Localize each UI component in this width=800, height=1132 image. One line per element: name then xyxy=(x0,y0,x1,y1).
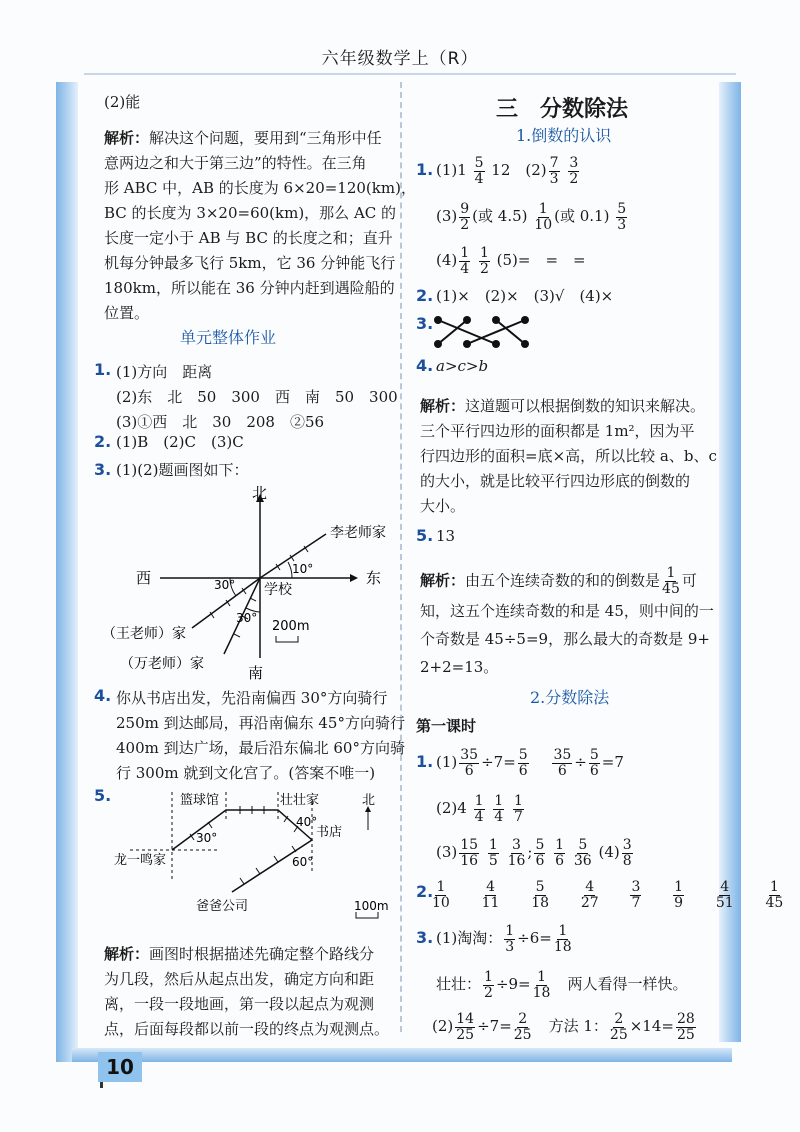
s1-text: =7 xyxy=(601,753,624,771)
fraction: $\frac{1}{3}$ xyxy=(505,922,515,955)
fraction: $\frac{5}{6}$ xyxy=(518,746,528,779)
q4-answer xyxy=(116,686,405,786)
fraction: $\frac{1}{45}$ xyxy=(765,878,784,911)
matching-dots xyxy=(434,316,529,348)
fraction: $\frac{1}{7}$ xyxy=(513,792,523,825)
fraction: $\frac{1}{6}$ xyxy=(555,836,565,869)
store-label: 书店 xyxy=(316,825,343,840)
company-label: 爸爸公司 xyxy=(196,899,249,914)
q1-line: (1)方向 距离 xyxy=(116,363,213,381)
s3-line-3 xyxy=(432,1006,698,1046)
angle-label-2: 40° xyxy=(296,815,318,829)
fraction: $\frac{9}{2}$ xyxy=(460,200,470,233)
analysis-line: 三个平行四边形的面积都是 1m²，因为平 xyxy=(420,422,695,440)
analysis-line: 这道题可以根据倒数的知识来解决。 xyxy=(465,397,706,415)
analysis-line: 行四边形的面积=底×高，所以比较 a、b、c xyxy=(420,447,717,465)
section-2-title: 2.分数除法 xyxy=(530,688,610,707)
direction-diagram-1 xyxy=(100,482,400,682)
fraction: $\frac{35}{6}$ xyxy=(460,746,479,779)
fraction: $\frac{5}{6}$ xyxy=(589,746,599,779)
s1-text: ÷7= xyxy=(481,753,516,771)
q1-answers xyxy=(116,360,398,435)
analysis-line: 长度一定小于 AB 与 BC 的长度之和；直升 xyxy=(104,229,393,247)
analysis-line: 离，一段一段地画，第一段以起点为观测 xyxy=(104,995,375,1013)
analysis-label: 解析： xyxy=(104,129,150,147)
matching-diagram xyxy=(432,312,552,352)
item-2-answer: (2)能 xyxy=(104,93,141,111)
q4-line: 250m 到达邮局，再沿南偏东 45°方向骑行 xyxy=(116,714,405,732)
fraction: $\frac{1}{5}$ xyxy=(488,836,498,869)
s3-text: (1)淘淘： xyxy=(436,929,503,947)
wang-home-label: （王老师）家 xyxy=(102,626,186,642)
fraction: $\frac{1}{4}$ xyxy=(460,244,470,277)
analysis-line: 位置。 xyxy=(104,304,150,322)
page-number: 10 xyxy=(98,1052,142,1082)
fraction: $\frac{35}{6}$ xyxy=(553,746,572,779)
r3-number: 3. xyxy=(416,314,434,333)
analysis-line: 形 ABC 中，AB 的长度为 6×20=120(km)， xyxy=(104,179,416,197)
fraction: $\frac{3}{8}$ xyxy=(622,836,632,869)
analysis-line: 点，后面每段都以前一段的终点为观测点。 xyxy=(104,1020,390,1038)
r5-answer: 13 xyxy=(436,527,456,545)
zz-home-label: 壮壮家 xyxy=(280,793,320,808)
scale-label: 200m xyxy=(272,619,310,634)
analysis-line: 2+2=13。 xyxy=(420,658,499,676)
fraction: $\frac{28}{25}$ xyxy=(676,1010,695,1043)
lesson-title: 第一课时 xyxy=(416,717,477,735)
s1-line-3 xyxy=(436,832,635,872)
s3-text: ×14= xyxy=(629,1017,674,1035)
north-label: 北 xyxy=(362,793,376,808)
r1-text: (4) xyxy=(436,251,458,269)
chapter-title: 三 分数除法 xyxy=(496,97,629,122)
header-rule xyxy=(84,73,736,75)
q1-number: 1. xyxy=(94,360,112,379)
s1-line-2 xyxy=(436,788,526,828)
analysis-label: 解析： xyxy=(420,397,466,415)
fraction: $\frac{1}{45}$ xyxy=(662,565,680,597)
s1-text: ÷ xyxy=(574,753,587,771)
fraction: $\frac{1}{9}$ xyxy=(674,878,684,911)
r4-answer: a>c>b xyxy=(436,357,489,375)
q5-number: 5. xyxy=(94,786,112,805)
r4-number: 4. xyxy=(416,356,434,375)
fraction: $\frac{5}{6}$ xyxy=(535,836,545,869)
s3-text: ÷9= xyxy=(495,975,531,993)
angle-label-1: 30° xyxy=(196,831,218,845)
s3-text: (2) xyxy=(432,1017,454,1035)
fraction: $\frac{3}{2}$ xyxy=(569,154,579,187)
q2-answers: (1)B (2)C (3)C xyxy=(116,433,244,451)
analysis-4 xyxy=(420,566,714,681)
r1-number: 1. xyxy=(416,160,434,179)
analysis-line: 画图时根据描述先确定整个路线分 xyxy=(149,945,375,963)
matching-lines xyxy=(438,320,525,344)
analysis-label: 解析： xyxy=(104,945,150,963)
s1-text: (1) xyxy=(436,753,458,771)
analysis-line: 个奇数是 45÷5=9，那么最大的奇数是 9+ xyxy=(420,630,710,648)
left-margin-strip xyxy=(56,82,78,1062)
route-diagram xyxy=(100,782,400,922)
q2-number: 2. xyxy=(94,432,112,451)
s3-text: 方法 1： xyxy=(533,1017,608,1035)
fraction: $\frac{15}{16}$ xyxy=(460,836,479,869)
q4-line: 400m 到达广场，最后沿东偏北 60°方向骑 xyxy=(116,739,405,757)
q4-line: 你从书店出发，先沿南偏西 30°方向骑行 xyxy=(116,689,388,707)
analysis-line: 大小。 xyxy=(420,497,466,515)
fraction: $\frac{1}{10}$ xyxy=(432,878,450,911)
angle-label-1: 30° xyxy=(214,578,236,592)
analysis-line: 解决这个问题，要用到“三角形中任 xyxy=(149,129,382,147)
route-path xyxy=(172,810,312,892)
fraction: $\frac{1}{18}$ xyxy=(532,968,551,1001)
analysis-line: 180km，所以能在 36 分钟内赶到遇险船的 xyxy=(104,279,395,297)
s3-text: 壮壮： xyxy=(436,975,482,993)
fraction: $\frac{1}{18}$ xyxy=(553,922,572,955)
angle-label-3: 30° xyxy=(236,611,258,625)
south-label: 南 xyxy=(248,664,264,682)
analysis-line: 的大小，就是比较平行四边形底的倒数的 xyxy=(420,472,691,490)
s3-number: 3. xyxy=(416,928,434,947)
fraction: $\frac{3}{16}$ xyxy=(507,836,526,869)
r2-answers: (1)× (2)× (3)√ (4)× xyxy=(436,287,614,305)
s3-line-2 xyxy=(436,964,687,1004)
r1-line-3 xyxy=(436,240,586,280)
wan-home-label: （万老师）家 xyxy=(120,656,204,672)
fraction: $\frac{1}{2}$ xyxy=(484,968,493,1001)
s3-text: ÷6= xyxy=(517,929,552,947)
fraction: $\frac{2}{25}$ xyxy=(609,1010,628,1043)
r1-line-2 xyxy=(436,196,629,236)
analysis-line: 由五个连续奇数的和的倒数是 xyxy=(465,571,661,590)
analysis-3 xyxy=(420,394,717,519)
analysis-line: 知，这五个连续奇数的和是 45，则中间的一 xyxy=(420,602,714,620)
fraction: $\frac{14}{25}$ xyxy=(456,1010,475,1043)
school-label: 学校 xyxy=(264,582,292,598)
east-arrow xyxy=(350,574,358,582)
analysis-line: 意两边之和大于第三边”的特性。在三角 xyxy=(104,154,367,172)
angle-label-2: 10° xyxy=(292,562,314,576)
fraction: $\frac{1}{4}$ xyxy=(494,792,504,825)
route-ticks xyxy=(190,806,298,884)
analysis-1 xyxy=(104,126,416,326)
s3-text: ÷7= xyxy=(477,1017,512,1035)
north-label: 北 xyxy=(252,484,268,502)
fraction: $\frac{4}{27}$ xyxy=(580,878,599,911)
analysis-line: BC 的长度为 3×20=60(km)，那么 AC 的 xyxy=(104,204,397,222)
r1-text: (1)1 xyxy=(436,161,467,179)
s1-text: ; xyxy=(527,843,533,861)
s3-line-1 xyxy=(436,918,574,958)
r1-text: (3) xyxy=(436,207,458,225)
fraction: $\frac{1}{4}$ xyxy=(474,792,484,825)
analysis-line: 可 xyxy=(681,571,697,590)
fraction: $\frac{3}{7}$ xyxy=(631,878,641,911)
r5-number: 5. xyxy=(416,526,434,545)
analysis-line: 为几段，然后从起点出发，确定方向和距 xyxy=(104,970,375,988)
scale-bar xyxy=(276,636,298,642)
section-1-title: 1.倒数的认识 xyxy=(516,126,612,145)
bottom-strip xyxy=(72,1048,732,1062)
east-label: 东 xyxy=(366,569,382,587)
s1-text: (3) xyxy=(436,843,458,861)
analysis-label: 解析： xyxy=(420,571,466,590)
analysis-line: 机每分钟最多飞行 5km，它 36 分钟能飞行 xyxy=(104,254,396,272)
r1-line-1 xyxy=(436,150,581,190)
q4-line: 行 300m 就到文化宫了。(答案不唯一) xyxy=(116,764,376,782)
r1-text: (或 4.5) xyxy=(472,207,528,225)
fraction: $\frac{4}{51}$ xyxy=(715,878,734,911)
fraction: $\frac{5}{18}$ xyxy=(531,878,550,911)
analysis-2 xyxy=(104,942,389,1042)
angle-label-3: 60° xyxy=(292,855,314,869)
fraction: $\frac{4}{11}$ xyxy=(481,878,500,911)
unit-title: 单元整体作业 xyxy=(180,328,277,347)
fraction: $\frac{1}{2}$ xyxy=(479,244,489,277)
r1-text: 12 (2) xyxy=(491,161,547,179)
fraction: $\frac{5}{36}$ xyxy=(573,836,592,869)
q1-line: (3)①西 北 30 208 ②56 xyxy=(116,413,325,431)
li-home-label: 李老师家 xyxy=(330,525,386,541)
s1-number: 1. xyxy=(416,752,434,771)
fraction: $\frac{5}{4}$ xyxy=(474,154,484,187)
s1-text: (2)4 xyxy=(436,799,467,817)
s1-text: (4) xyxy=(598,843,620,861)
s1-line-1 xyxy=(436,742,624,782)
fraction: $\frac{5}{3}$ xyxy=(617,200,627,233)
r2-number: 2. xyxy=(416,286,434,305)
page-header: 六年级数学上（R） xyxy=(321,49,479,69)
q4-number: 4. xyxy=(94,686,112,705)
long-home-label: 龙一鸣家 xyxy=(114,853,167,868)
q1-line: (2)东 北 50 300 西 南 50 300 xyxy=(116,388,398,406)
s2-answers xyxy=(430,874,785,914)
q3-number: 3. xyxy=(94,460,112,479)
s2-number: 2. xyxy=(416,882,434,901)
fraction: $\frac{2}{25}$ xyxy=(513,1010,532,1043)
q3-text: (1)(2)题画图如下： xyxy=(116,461,249,479)
fraction: $\frac{1}{10}$ xyxy=(534,200,553,233)
r1-text: (5)= = = xyxy=(496,251,586,269)
court-label: 篮球馆 xyxy=(180,793,220,808)
fraction: $\frac{7}{3}$ xyxy=(549,154,559,187)
r1-text: (或 0.1) xyxy=(554,207,610,225)
west-label: 西 xyxy=(136,569,152,587)
scale-label: 100m xyxy=(354,899,389,913)
s3-text: 两人看得一样快。 xyxy=(552,975,688,993)
